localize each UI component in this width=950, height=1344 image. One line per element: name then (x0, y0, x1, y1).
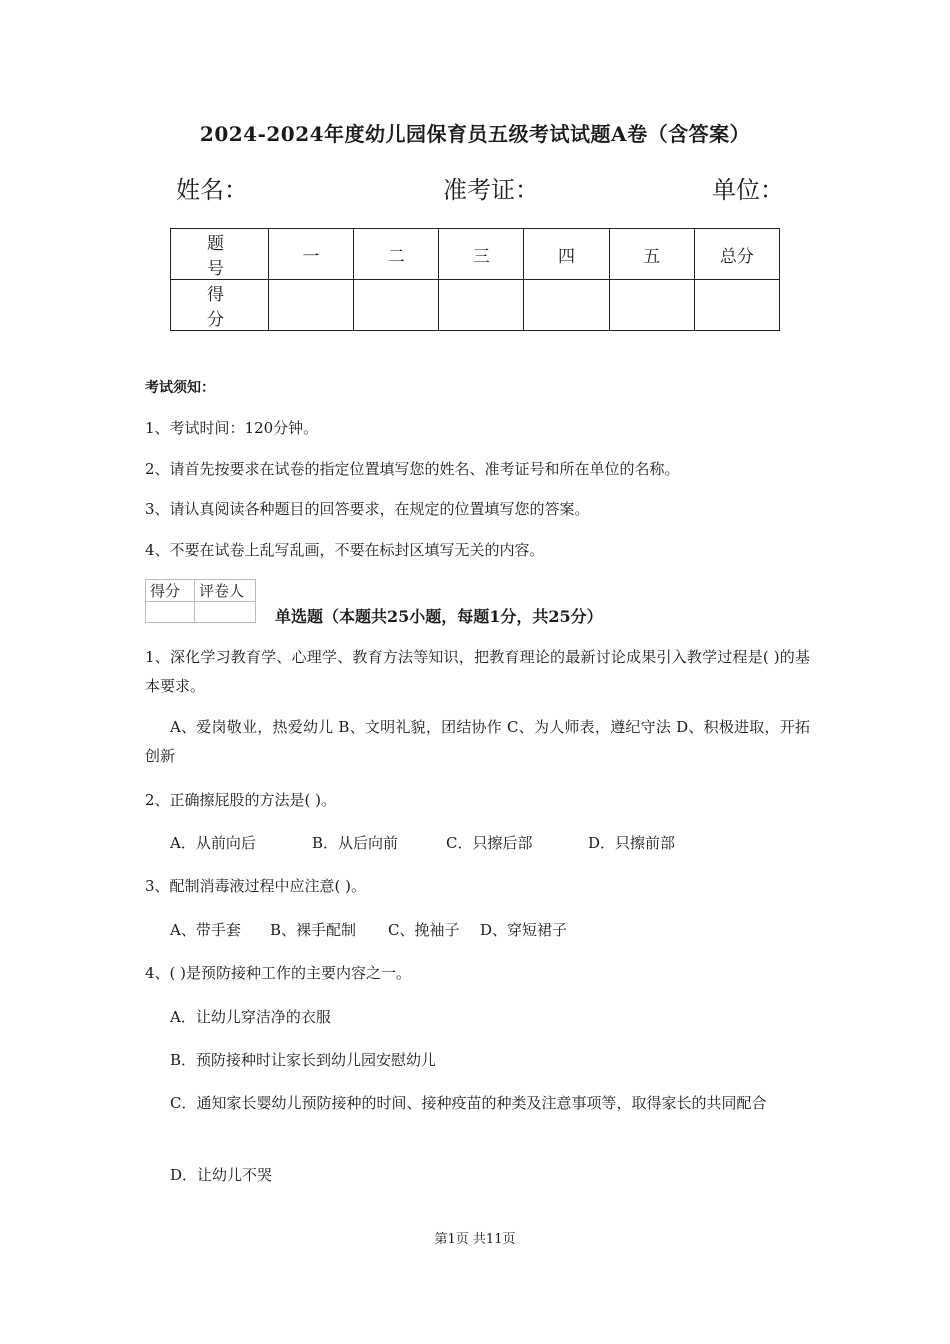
exam-title: 2024-2024年度幼儿园保育员五级考试试题A卷（含答案） (199, 122, 751, 146)
score-table-cell: 一 (268, 229, 353, 280)
option-b[interactable]: B、裸手配制 (270, 921, 357, 939)
notice-item: 2、请首先按要求在试卷的指定位置填写您的姓名、准考证号和所在单位的名称。 (145, 460, 680, 478)
score-table-score-row (171, 280, 780, 331)
option-a[interactable]: A．从前向后 (170, 834, 256, 852)
score-table-cell: 三 (439, 229, 524, 280)
option-a[interactable]: A、带手套 (170, 921, 241, 939)
grader-box (145, 579, 256, 623)
score-table-cell: 二 (354, 229, 439, 280)
notice-item: 4、不要在试卷上乱写乱画，不要在标封区填写无关的内容。 (145, 541, 545, 559)
score-entry-cell[interactable] (439, 280, 524, 331)
score-entry-cell[interactable] (524, 280, 609, 331)
option-c[interactable]: C、挽袖子 (388, 921, 460, 939)
score-table-header-row (171, 229, 780, 280)
question-options: A、爱岗敬业，热爱幼儿 B、文明礼貌，团结协作 C、为人师表，遵纪守法 D、积极进取，开拓创新 (145, 718, 810, 765)
score-table-cell: 得 分 (171, 280, 269, 331)
notice-item: 3、请认真阅读各种题目的回答要求，在规定的位置填写您的答案。 (145, 500, 590, 518)
notice-item: 1、考试时间：120分钟。 (145, 419, 319, 437)
option-b[interactable]: B．从后向前 (312, 834, 399, 852)
option-c[interactable]: C．通知家长婴幼儿预防接种的时间、接种疫苗的种类及注意事项等，取得家长的共同配合 (170, 1094, 767, 1112)
score-entry-cell[interactable] (354, 280, 439, 331)
question-stem: 1、深化学习教育学、心理学、教育方法等知识，把教育理论的最新讨论成果引入教学过程是( )的基本要求。 (145, 648, 810, 695)
grader-score-cell[interactable] (146, 602, 195, 623)
score-entry-cell[interactable] (694, 280, 779, 331)
option-a[interactable]: A．让幼儿穿洁净的衣服 (170, 1008, 331, 1026)
exam-id-label: 准考证： (443, 176, 539, 204)
score-entry-cell[interactable] (609, 280, 694, 331)
option-b[interactable]: B．预防接种时让家长到幼儿园安慰幼儿 (170, 1051, 437, 1069)
option-d[interactable]: D．让幼儿不哭 (170, 1166, 273, 1184)
notice-title: 考试须知： (145, 380, 215, 396)
grader-name-label: 评卷人 (195, 580, 256, 602)
option-c[interactable]: C．只擦后部 (446, 834, 533, 852)
score-table-cell: 四 (524, 229, 609, 280)
grader-score-label: 得分 (146, 580, 195, 602)
option-d[interactable]: D．只擦前部 (588, 834, 676, 852)
question-stem: 4、( )是预防接种工作的主要内容之一。 (145, 964, 412, 982)
score-table (170, 228, 780, 331)
grader-name-cell[interactable] (195, 602, 256, 623)
score-entry-cell[interactable] (268, 280, 353, 331)
score-table-cell: 五 (609, 229, 694, 280)
option-d[interactable]: D、穿短裙子 (480, 921, 568, 939)
section-title: 单选题（本题共25小题，每题1分，共25分） (275, 607, 603, 626)
unit-label: 单位： (712, 176, 784, 204)
score-table-cell: 题 号 (171, 229, 269, 280)
question-stem: 3、配制消毒液过程中应注意( )。 (145, 877, 367, 895)
page-footer: 第1页 共11页 (434, 1232, 516, 1247)
name-label: 姓名： (176, 176, 248, 204)
question-stem: 2、正确擦屁股的方法是( )。 (145, 791, 337, 809)
score-table-cell: 总分 (694, 229, 779, 280)
